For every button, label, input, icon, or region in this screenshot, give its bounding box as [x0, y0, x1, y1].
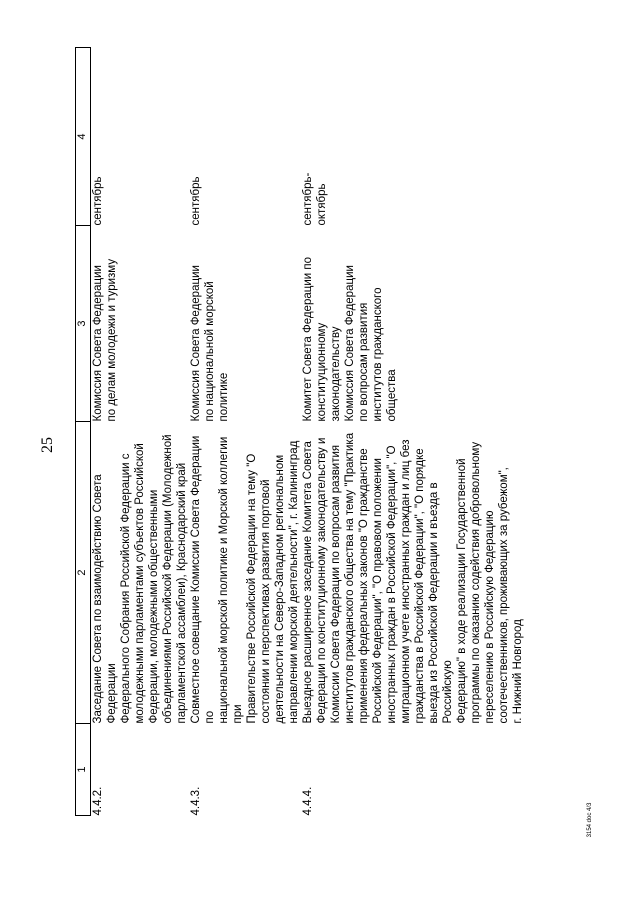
- header-col-3: 3: [76, 226, 91, 422]
- events-table: [75, 47, 525, 816]
- table-row: [301, 48, 525, 816]
- event-description: Выездное расширенное заседание Комитета Совета Федерации по конституционному законодательству и Комиссии Совета Федерации по вопросам развития институтов гражданского общества на тему "Практика применения федеральных законов "О гражданстве Российской Федерации", "О правовом положении иностранных граждан в Российской Федерации", "О миграционном учете иностранных граждан и лиц без гражданства в Российской Федерации", "О порядке выезда из Российской Федерации и въезда в Российскую Федерацию" в ходе реализации Государственной программы по оказанию содействия добровольному переселению в Российскую Федерацию соотечественников, проживающих за рубежом", г. Нижний Новгород: [302, 432, 524, 724]
- responsible-body: Комитет Совета Федерации по конституционному законодательству Комиссия Совета Федерации по вопросам развития институтов гражданского общества: [302, 257, 398, 422]
- rotated-table-wrapper: [75, 48, 575, 816]
- row-number: 4.4.3.: [190, 786, 202, 816]
- timing: сентябрь: [190, 176, 202, 226]
- row-number: 4.4.4.: [302, 786, 314, 816]
- table-row: [189, 48, 301, 816]
- footer-code: 3154 doc 4/3: [587, 802, 593, 838]
- header-col-2: 2: [76, 422, 91, 724]
- responsible-body: Комиссия Совета Федерации по национальной морской политике: [190, 265, 230, 422]
- timing: сентябрь: [92, 176, 104, 226]
- header-col-4: 4: [76, 48, 91, 226]
- page-number: 25: [39, 437, 56, 453]
- row-number: 4.4.2.: [92, 786, 104, 816]
- header-col-1: 1: [76, 724, 91, 816]
- timing: сентябрь- октябрь: [302, 172, 328, 226]
- table-header-row: [76, 48, 91, 816]
- table-row: [91, 48, 190, 816]
- event-description: Заседание Совета по взаимодействию Совета Федерации Федерального Собрания Российской Федерации с молодежными парламентами субъектов Российской Федерации, молодежными общественными объединениями Российской Федерации (Молодежной парламентской ассамблеи), Краснодарский край: [92, 434, 188, 724]
- event-description: Совместное совещание Комиссии Совета Федерации по национальной морской политике и Морской коллегии при Правительстве Российской Федерации на тему "О состоянии и перспективах развития портовой деятельности на Северо-Западном региональном направлении морской деятельности", г. Калининград: [190, 435, 300, 724]
- responsible-body: Комиссия Совета Федерации по делам молодежи и туризму: [92, 258, 118, 422]
